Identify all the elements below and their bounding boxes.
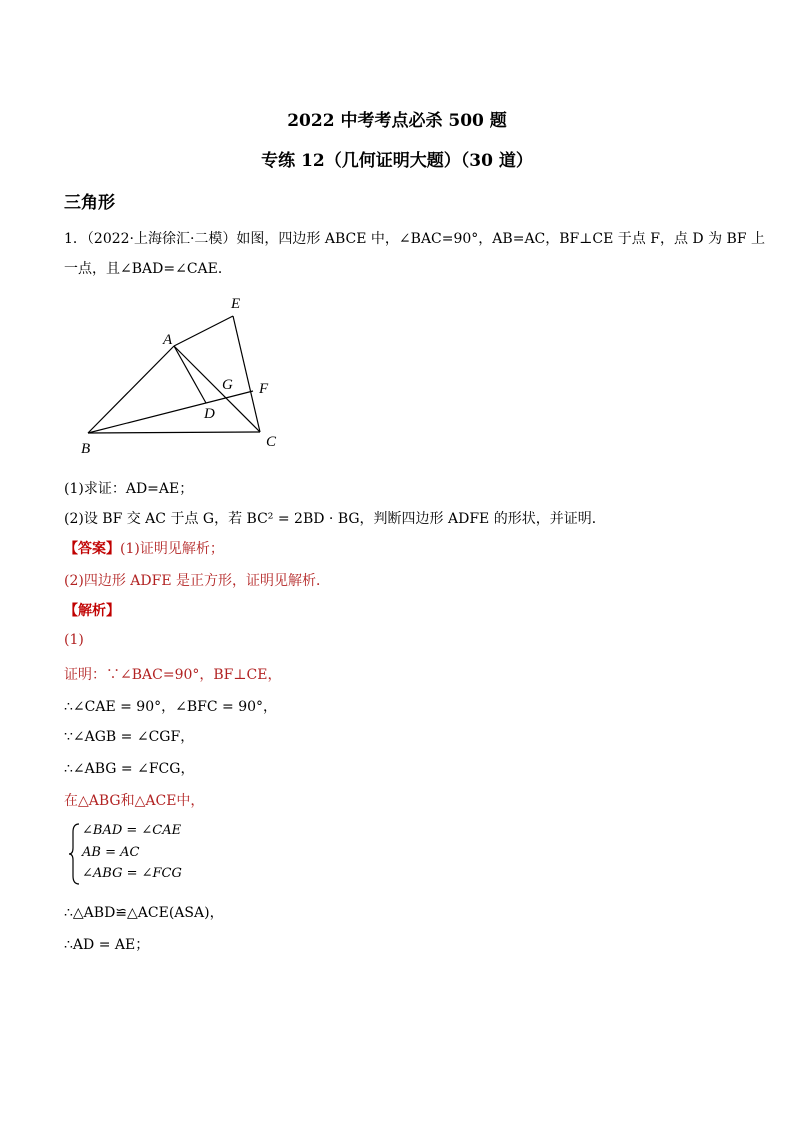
system-equation-2: AB = AC [82,845,140,860]
analysis-line-4: ∴∠ABG = ∠FCG， [64,761,195,777]
answer-tag: 【答案】 [64,541,120,557]
system-brace [68,822,82,886]
segment-ac [174,346,260,432]
analysis-line-1: 证明：∵∠BAC=90°，BF⊥CE， [64,667,282,683]
analysis-conclusion-1: ∴△ABD≌△ACE(ASA)， [64,905,224,921]
analysis-part-label: (1) [64,632,84,648]
segment-ab-real [88,346,174,433]
label-a: A [163,332,173,348]
label-d: D [204,406,215,422]
answer-line-2: (2)四边形 ADFE 是正方形，证明见解析． [64,573,330,589]
label-f: F [259,381,269,397]
system-equation-1: ∠BAD = ∠CAE [82,823,182,838]
section-heading: 三角形 [64,193,115,213]
problem-statement-line-2: 一点，且∠BAD=∠CAE． [64,261,232,277]
label-e: E [231,296,241,312]
problem-statement-line-1: 1．（2022·上海徐汇·二模）如图，四边形 ABCE 中，∠BAC=90°，AB=AC，BF⊥CE 于点 F，点 D 为 BF 上 [64,231,766,247]
segment-ad [174,346,206,403]
analysis-line-3: ∵∠AGB = ∠CGF， [64,729,195,745]
geometry-figure [70,288,290,460]
document-subtitle: 专练 12（几何证明大题）（30 道） [261,151,533,171]
segment-bf [88,391,253,433]
answer-line-1 [64,538,224,558]
document-title: 2022 中考考点必杀 500 题 [287,111,507,131]
question-part-1: (1)求证：AD=AE； [64,481,194,497]
answer-text-1: (1)证明见解析； [120,541,224,557]
question-part-2: (2)设 BF 交 AC 于点 G，若 BC² = 2BD · BG，判断四边形 ADFE 的形状，并证明． [64,511,606,527]
label-c: C [266,434,277,450]
analysis-line-2: ∴∠CAE = 90°，∠BFC = 90°， [64,699,278,715]
segment-ae [174,316,233,346]
segment-ec [233,316,260,432]
analysis-tag: 【解析】 [64,603,120,619]
analysis-conclusion-2: ∴AD = AE； [64,937,150,953]
label-g: G [222,377,233,393]
system-equation-3: ∠ABG = ∠FCG [82,866,182,881]
analysis-line-5: 在△ABG和△ACE中， [64,793,205,809]
label-b: B [81,441,91,457]
segment-bc [88,432,260,433]
